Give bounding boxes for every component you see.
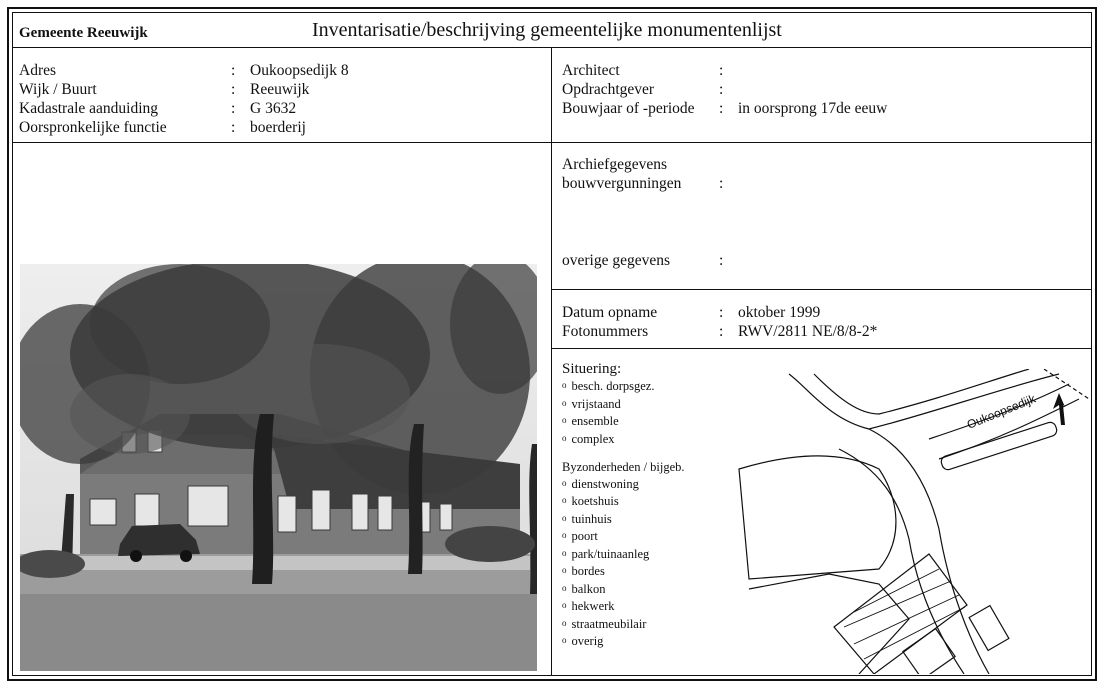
farmhouse-photo-drawing bbox=[20, 264, 537, 671]
street-label: Oukoopsedijk bbox=[964, 391, 1038, 432]
situering-item: o besch. dorpsgez. bbox=[562, 378, 727, 396]
situering-items bbox=[562, 378, 727, 448]
client-label: Opdrachtgever bbox=[562, 81, 655, 98]
separator: : bbox=[231, 119, 236, 136]
separator: : bbox=[719, 323, 724, 340]
survey-date-value: oktober 1999 bbox=[738, 304, 821, 321]
period-value: in oorsprong 17de eeuw bbox=[738, 100, 888, 117]
situering-item: o vrijstaand bbox=[562, 396, 727, 414]
byzonderheden-heading: Byzonderheden / bijgeb. bbox=[562, 460, 685, 474]
function-label: Oorspronkelijke functie bbox=[19, 119, 167, 136]
archive-heading: Archiefgegevens bbox=[562, 156, 668, 173]
separator: : bbox=[231, 81, 236, 98]
cadastral-label: Kadastrale aanduiding bbox=[19, 100, 159, 117]
inventory-sheet bbox=[7, 7, 1097, 681]
situering-list bbox=[562, 361, 727, 651]
header-divider bbox=[12, 47, 1092, 48]
byzonderheden-item: o balkon bbox=[562, 581, 727, 599]
situering-heading: Situering: bbox=[562, 361, 622, 377]
byzonderheden-item: o tuinhuis bbox=[562, 511, 727, 529]
photo-numbers-value: RWV/2811 NE/8/8-2* bbox=[738, 323, 878, 340]
photo-numbers-label: Fotonummers bbox=[562, 323, 649, 340]
byzonderheden-item: o park/tuinaanleg bbox=[562, 546, 727, 564]
row-divider-2 bbox=[551, 289, 1092, 290]
other-data-label: overige gegevens bbox=[562, 252, 671, 269]
separator: : bbox=[719, 252, 724, 269]
situering-item: o complex bbox=[562, 431, 727, 449]
function-value: boerderij bbox=[250, 119, 306, 136]
district-label: Wijk / Buurt bbox=[19, 81, 97, 98]
separator: : bbox=[719, 62, 724, 79]
column-divider bbox=[551, 47, 552, 676]
architect-label: Architect bbox=[562, 62, 620, 79]
permits-label: bouwvergunningen bbox=[562, 175, 682, 192]
address-label: Adres bbox=[19, 62, 57, 79]
separator: : bbox=[231, 100, 236, 117]
municipality-name: Gemeente Reeuwijk bbox=[19, 25, 148, 41]
survey-info bbox=[562, 303, 1082, 343]
byzonderheden-item: o overig bbox=[562, 633, 727, 651]
separator: : bbox=[719, 81, 724, 98]
byzonderheden-item: o straatmeubilair bbox=[562, 616, 727, 634]
row-divider-1 bbox=[12, 142, 1092, 143]
archive-info bbox=[562, 155, 1082, 285]
farmhouse-photo bbox=[20, 264, 537, 671]
situation-map-drawing bbox=[729, 369, 1099, 674]
situation-map bbox=[729, 369, 1099, 674]
row-divider-3 bbox=[551, 348, 1092, 349]
page-title: Inventarisatie/beschrijving gemeentelijke monumentenlijst bbox=[312, 19, 782, 41]
byzonderheden-item: o dienstwoning bbox=[562, 476, 727, 494]
building-info bbox=[562, 61, 1082, 121]
survey-date-label: Datum opname bbox=[562, 304, 658, 321]
byzonderheden-item: o koetshuis bbox=[562, 493, 727, 511]
byzonderheden-item: o poort bbox=[562, 528, 727, 546]
separator: : bbox=[231, 62, 236, 79]
period-label: Bouwjaar of -periode bbox=[562, 100, 695, 117]
cadastral-value: G 3632 bbox=[250, 100, 297, 117]
separator: : bbox=[719, 175, 724, 192]
situering-item: o ensemble bbox=[562, 413, 727, 431]
byzonderheden-item: o bordes bbox=[562, 563, 727, 581]
byzonderheden-item: o hekwerk bbox=[562, 598, 727, 616]
address-value: Oukoopsedijk 8 bbox=[250, 62, 349, 79]
separator: : bbox=[719, 100, 724, 117]
separator: : bbox=[719, 304, 724, 321]
object-info bbox=[19, 61, 539, 141]
district-value: Reeuwijk bbox=[250, 81, 310, 98]
byzonderheden-items bbox=[562, 476, 727, 651]
